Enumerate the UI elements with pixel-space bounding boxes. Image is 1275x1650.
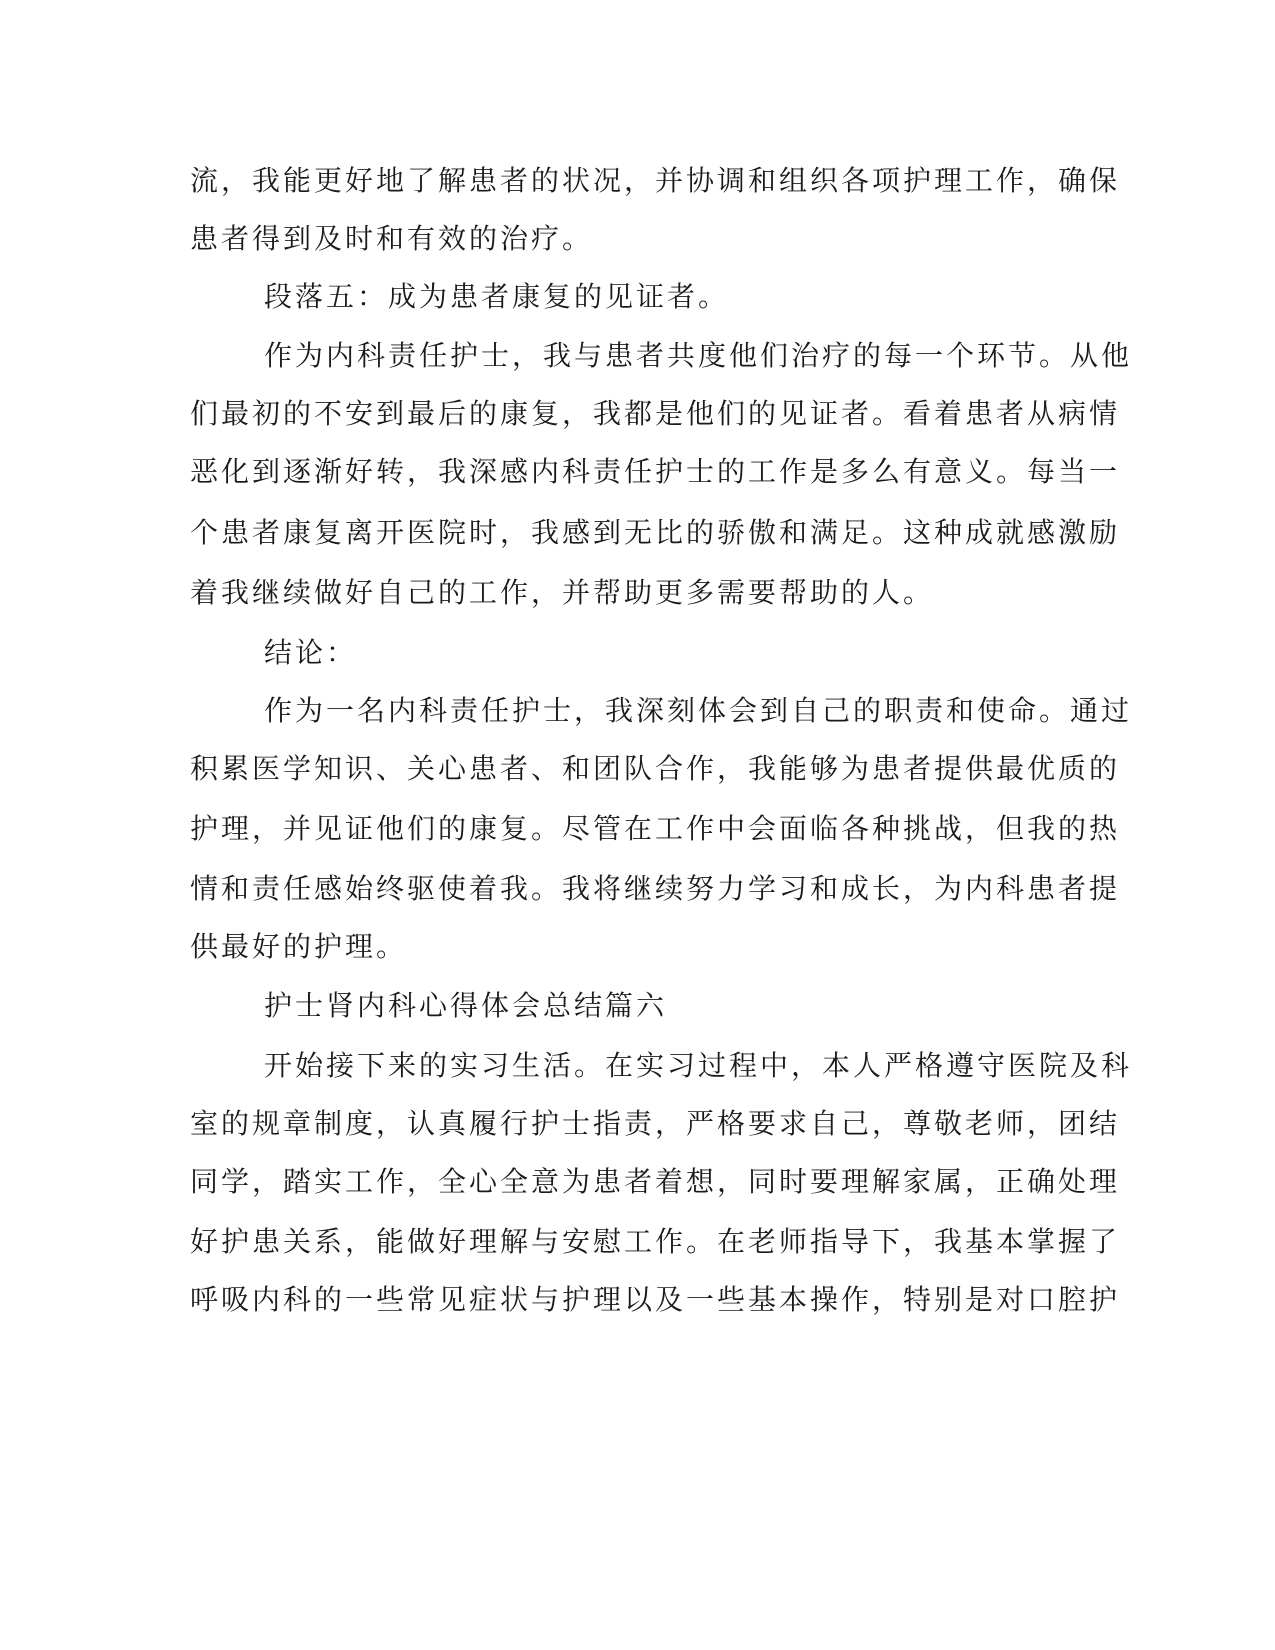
text-line: 积累医学知识、关心患者、和团队合作，我能够为患者提供最优质的 — [190, 752, 1121, 785]
text-line: 供最好的护理。 — [190, 930, 408, 963]
text-line: 恶化到逐渐好转，我深感内科责任护士的工作是多么有意义。每当一 — [190, 455, 1121, 488]
text-line: 患者得到及时和有效的治疗。 — [190, 222, 594, 255]
text-line: 同学，踏实工作，全心全意为患者着想，同时要理解家属，正确处理 — [190, 1165, 1121, 1198]
text-line: 开始接下来的实习生活。在实习过程中，本人严格遵守医院及科 — [264, 1049, 1133, 1082]
text-line: 着我继续做好自己的工作，并帮助更多需要帮助的人。 — [190, 576, 935, 609]
text-line: 情和责任感始终驱使着我。我将继续努力学习和成长，为内科患者提 — [190, 872, 1121, 905]
text-line: 室的规章制度，认真履行护士指责，严格要求自己，尊敬老师，团结 — [190, 1107, 1121, 1140]
text-line: 作为一名内科责任护士，我深刻体会到自己的职责和使命。通过 — [264, 694, 1133, 727]
section-heading: 护士肾内科心得体会总结篇六 — [264, 989, 668, 1022]
text-line: 们最初的不安到最后的康复，我都是他们的见证者。看着患者从病情 — [190, 397, 1121, 430]
section-heading: 段落五：成为患者康复的见证者。 — [264, 280, 730, 313]
section-heading: 结论： — [264, 636, 358, 669]
text-line: 个患者康复离开医院时，我感到无比的骄傲和满足。这种成就感激励 — [190, 516, 1121, 549]
text-line: 好护患关系，能做好理解与安慰工作。在老师指导下，我基本掌握了 — [190, 1225, 1121, 1258]
text-line: 呼吸内科的一些常见症状与护理以及一些基本操作，特别是对口腔护 — [190, 1283, 1121, 1316]
text-line: 护理，并见证他们的康复。尽管在工作中会面临各种挑战，但我的热 — [190, 812, 1121, 845]
text-line: 作为内科责任护士，我与患者共度他们治疗的每一个环节。从他 — [264, 339, 1133, 372]
text-line: 流，我能更好地了解患者的状况，并协调和组织各项护理工作，确保 — [190, 164, 1121, 197]
